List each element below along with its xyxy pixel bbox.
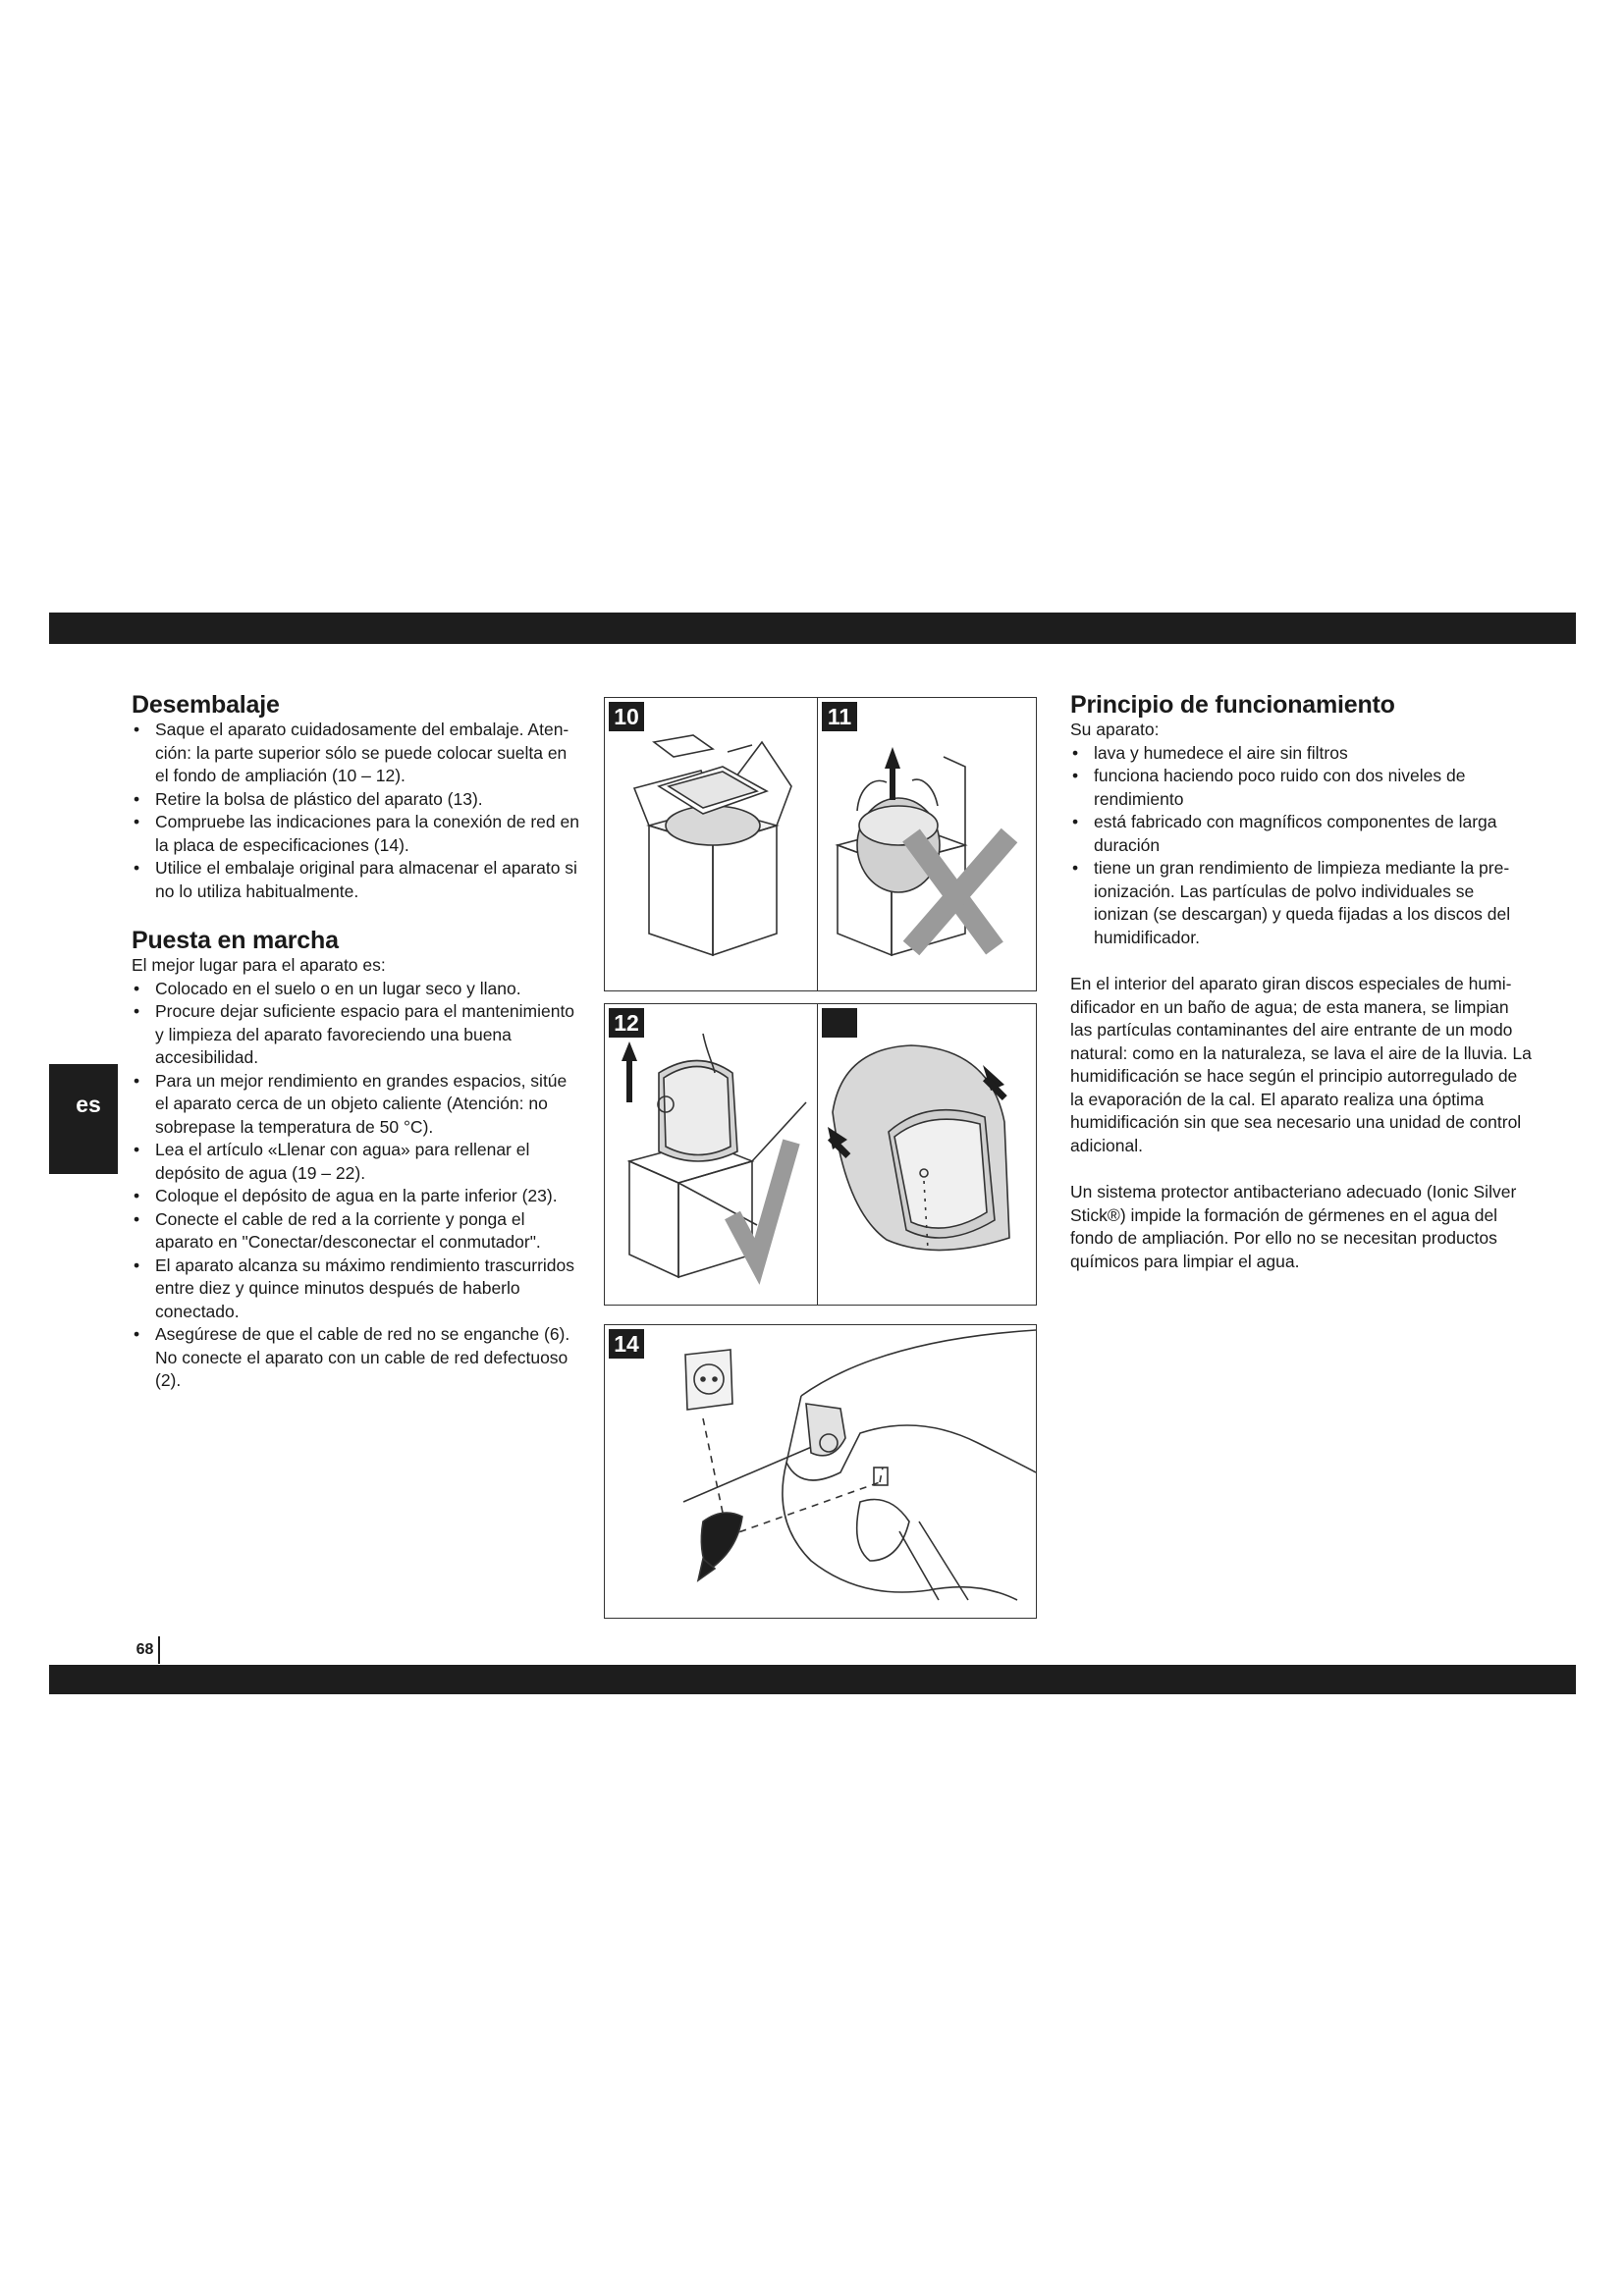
figure-12 xyxy=(604,1003,819,1306)
list-item: • Colocado en el suelo o en un lugar seco y llano. xyxy=(132,978,583,1001)
figure-14-number: 14 xyxy=(609,1329,644,1359)
language-label: es xyxy=(76,1092,101,1117)
list-item: • Saque el aparato cuidadosamente del embalaje. Aten-ción: la parte superior sólo se puede colocar suelta en el fondo de ampliación (10 – 12). xyxy=(132,719,583,788)
figure-14-illustration xyxy=(605,1325,1036,1618)
left-column xyxy=(132,691,583,1393)
bottom-bar xyxy=(49,1665,1576,1694)
list-item: • funciona haciendo poco ruido con dos niveles de rendimiento xyxy=(1070,765,1532,811)
figure-11 xyxy=(817,697,1037,991)
right-column xyxy=(1070,691,1532,1273)
page-number: 68 xyxy=(132,1636,160,1664)
puesta-list xyxy=(132,978,583,1393)
principio-intro: Su aparato: xyxy=(1070,720,1160,739)
section-title-desembalaje: Desembalaje xyxy=(132,691,280,719)
figure-11-illustration xyxy=(818,698,1036,990)
list-item: • Conecte el cable de red a la corriente y ponga el aparato en "Conectar/desconectar el conmutador". xyxy=(132,1208,583,1255)
list-item: • Coloque el depósito de agua en la parte inferior (23). xyxy=(132,1185,583,1208)
list-item: • El aparato alcanza su máximo rendimiento trascurridos entre diez y quince minutos después de haberlo conectado. xyxy=(132,1255,583,1324)
language-tab xyxy=(49,1064,118,1174)
figure-13-number xyxy=(822,1008,857,1038)
figure-13-illustration xyxy=(818,1004,1036,1305)
section-title-puesta-en-marcha: Puesta en marcha xyxy=(132,927,339,954)
desembalaje-list xyxy=(132,719,583,903)
principio-paragraph-2: Un sistema protector antibacteriano adecuado (Ionic Silver Stick®) impide la formación de gérmenes en el agua del fondo de ampliación. Por ello no se necesitan productos químicos para limpiar el agua. xyxy=(1070,1182,1517,1271)
principio-list xyxy=(1070,742,1532,950)
list-item: • Lea el artículo «Llenar con agua» para rellenar el depósito de agua (19 – 22). xyxy=(132,1139,583,1185)
top-bar xyxy=(49,613,1576,644)
figure-11-number: 11 xyxy=(822,702,857,731)
list-item: • lava y humedece el aire sin filtros xyxy=(1070,742,1532,766)
puesta-intro: El mejor lugar para el aparato es: xyxy=(132,955,386,975)
list-item: • Utilice el embalaje original para almacenar el aparato si no lo utiliza habitualmente. xyxy=(132,857,583,903)
list-item: • Retire la bolsa de plástico del aparato (13). xyxy=(132,788,583,812)
figure-14 xyxy=(604,1324,1037,1619)
list-item: • Asegúrese de que el cable de red no se enganche (6). No conecte el aparato con un cable de red defectuoso (2). xyxy=(132,1323,583,1393)
list-item: • está fabricado con magníficos componentes de larga duración xyxy=(1070,811,1532,857)
figure-10-number: 10 xyxy=(609,702,644,731)
figure-13 xyxy=(817,1003,1037,1306)
section-title-principio: Principio de funcionamiento xyxy=(1070,691,1395,719)
list-item: • Compruebe las indicaciones para la conexión de red en la placa de especificaciones (14). xyxy=(132,811,583,857)
figure-10 xyxy=(604,697,819,991)
list-item: • Procure dejar suficiente espacio para el mantenimiento y limpieza del aparato favoreciendo una buena accesibilidad. xyxy=(132,1000,583,1070)
figure-12-illustration xyxy=(605,1004,818,1305)
list-item: • tiene un gran rendimiento de limpieza mediante la pre-ionización. Las partículas de polvo individuales se ionizan (se descargan) y queda fijadas a los discos del humidificador. xyxy=(1070,857,1532,949)
figure-10-illustration xyxy=(605,698,818,990)
figure-12-number: 12 xyxy=(609,1008,644,1038)
list-item: • Para un mejor rendimiento en grandes espacios, sitúe el aparato cerca de un objeto caliente (Atención: no sobrepase la temperatura de 50 °C). xyxy=(132,1070,583,1140)
principio-paragraph-1: En el interior del aparato giran discos especiales de humi-dificador en un baño de agua; de esta manera, se limpian las partículas contaminantes del aire entrante de un modo natural: como en la naturaleza, se lava el aire de la lluvia. La humidificación se hace según el principio autorregulado de la evaporación de la cal. El aparato realiza una óptima humidificación sin que sea necesario una unidad de control adicional. xyxy=(1070,974,1532,1155)
